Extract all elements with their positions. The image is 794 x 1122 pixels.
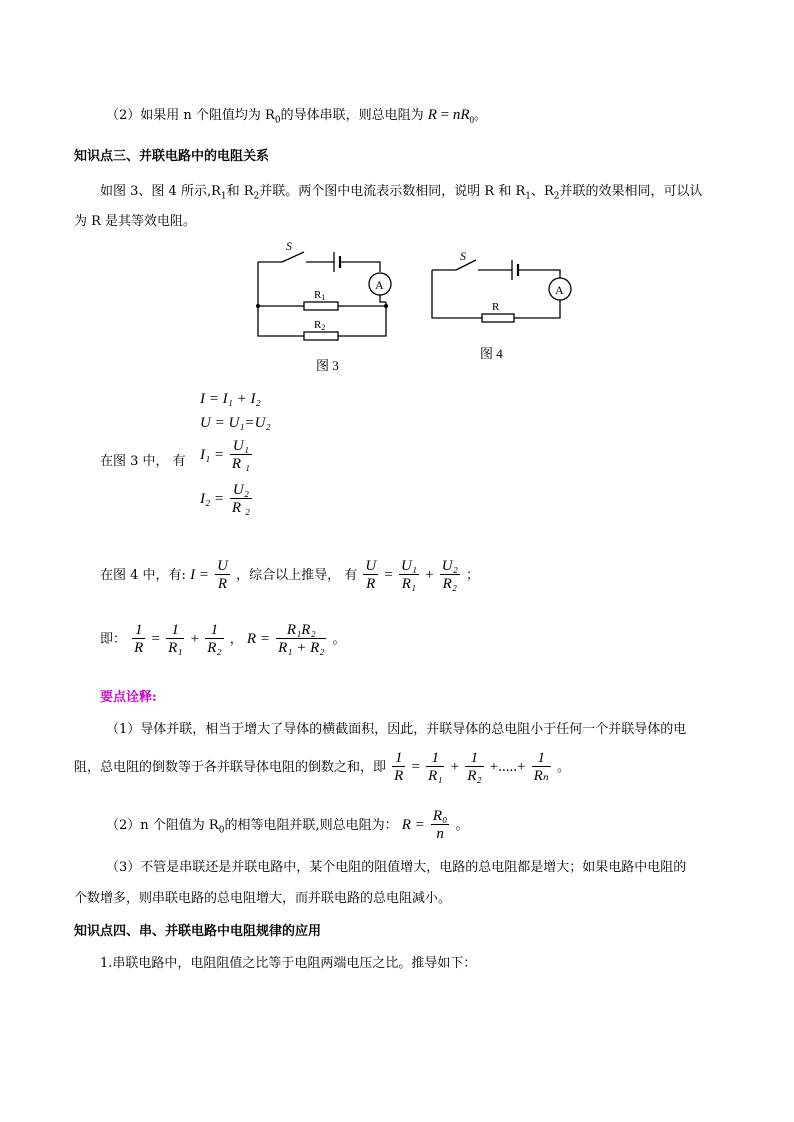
ammeter-label: A: [555, 283, 564, 297]
text: 如图 3、图 4 所示,R: [100, 184, 221, 199]
wire: [518, 270, 560, 278]
numerator: 1: [465, 750, 483, 767]
formula-part: +: [425, 567, 434, 583]
switch-label: S: [286, 239, 292, 253]
text: ，综合以上推导， 有: [236, 568, 358, 583]
text: 的相等电阻并联,则总电阻为：: [224, 818, 398, 833]
fraction: [392, 750, 405, 785]
text: 并联的效果相同，可以认: [559, 184, 703, 199]
subscript: 1: [525, 191, 531, 202]
resistor-r: [482, 314, 514, 322]
fraction: [532, 750, 551, 785]
text: 在图 4 中，有:: [100, 568, 186, 583]
r2-label: [314, 319, 325, 332]
subscript: 1: [220, 191, 227, 202]
note-3-line-2: 个数增多，则串联电路的总电阻增大，而并联电路的总电阻减小。: [74, 891, 452, 906]
fraction: [440, 558, 460, 593]
formula: [428, 107, 474, 123]
denominator: R ₁: [231, 456, 250, 472]
wire: [432, 270, 482, 318]
fraction: [215, 558, 230, 593]
numerator: U₁: [400, 558, 417, 574]
text: 。: [455, 818, 469, 833]
denominator: R: [134, 640, 144, 656]
equation-voltage-equal: U = U₁=U₂: [200, 415, 271, 431]
switch-blade: [282, 252, 304, 262]
section-heading-3: 知识点三、并联电路中的电阻关系: [74, 149, 270, 164]
subscript: 0: [274, 115, 281, 126]
text: ，: [229, 632, 243, 647]
series-n-resistors-line: [106, 104, 487, 126]
fraction: [465, 750, 483, 785]
formula-part: +.....+: [489, 759, 526, 775]
r1-label: [314, 289, 325, 302]
text: 即：: [100, 632, 127, 647]
denominator: R: [217, 576, 228, 592]
numerator: U₁: [230, 438, 252, 455]
fraction: [230, 438, 252, 473]
denominator: n: [436, 826, 444, 842]
fig4-derivation-line: [100, 558, 479, 593]
equation-i2: [200, 482, 254, 517]
formula-part: =: [151, 631, 160, 647]
fraction: [276, 622, 326, 657]
fraction: [166, 622, 184, 657]
label-sub: 2: [321, 323, 326, 332]
fraction: [363, 558, 378, 593]
wire: [514, 300, 560, 318]
note-2-line: [106, 808, 468, 843]
denominator: R₂: [467, 768, 482, 784]
formula-part: +: [190, 631, 200, 647]
text: （2）如果用 n 个阻值均为 R: [106, 108, 275, 123]
junction-dot: [256, 304, 260, 308]
formula-part: +: [450, 759, 460, 775]
note-1-line-1: （1）导体并联，相当于增大了导体的横截面积，因此，并联导体的总电阻小于任何一个并联导体的电: [106, 722, 687, 737]
formula-part: I₂ =: [200, 490, 225, 507]
subscript: 0: [469, 115, 475, 125]
junction-dot: [384, 304, 388, 308]
formula-part: =: [436, 107, 453, 123]
numerator: 1: [132, 622, 145, 639]
text: （2）n 个阻值为 R: [106, 818, 219, 833]
denominator: R₂: [442, 576, 457, 592]
equation-i1: [200, 438, 254, 473]
fraction: [205, 622, 223, 657]
subscript: 2: [253, 191, 260, 202]
text: 。: [332, 632, 346, 647]
subscript: 0: [218, 825, 225, 836]
fraction: [431, 808, 449, 843]
formula-part: I₁ =: [200, 446, 225, 463]
fig3-prefix: 在图 3 中， 有: [100, 454, 186, 469]
resistor-r2: [304, 332, 338, 340]
denominator: R₁: [401, 576, 417, 592]
switch-label: S: [460, 249, 466, 263]
text: 。: [556, 760, 570, 775]
resistor-r1: [304, 302, 338, 310]
item-1-text: 1.串联电路中，电阻阻值之比等于电阻两端电压之比。推导如下：: [100, 956, 477, 971]
text: 和 R: [226, 184, 254, 199]
key-point-title: 要点诠释:: [100, 690, 157, 705]
text: 并联。两个图中电流表示数相同，说明 R 和 R: [259, 184, 526, 199]
numerator: 1: [166, 622, 184, 639]
parallel-resistance-result: [100, 622, 346, 657]
numerator: U: [365, 558, 377, 574]
subscript: 2: [553, 191, 560, 202]
switch-blade: [456, 260, 476, 270]
wire: [380, 295, 386, 302]
denominator: R: [366, 576, 376, 592]
label-text: R: [314, 289, 322, 301]
label-sub: 1: [321, 293, 326, 302]
note-1-line-2: [74, 750, 570, 785]
text: 阻，总电阻的倒数等于各并联导体电阻的倒数之和，即: [74, 760, 387, 775]
figure-4-caption: 图 4: [480, 346, 503, 361]
ammeter-label: A: [375, 278, 384, 292]
numerator: 1: [532, 750, 551, 767]
formula-part: R =: [246, 631, 270, 647]
numerator: U: [217, 558, 228, 574]
figure-4-circuit: [420, 240, 580, 370]
numerator: 1: [392, 750, 405, 767]
figure-3-circuit: [246, 232, 406, 380]
denominator: R: [394, 768, 404, 784]
text: 的导体串联，则总电阻为: [280, 108, 424, 123]
formula-part: R: [427, 107, 437, 123]
note-3-line-1: （3）不管是串联还是并联电路中，某个电阻的阻值增大，电路的总电阻都是增大；如果电路中电阻的: [106, 860, 687, 875]
fraction: [399, 558, 419, 593]
fraction: [132, 622, 145, 657]
denominator: Rₙ: [533, 768, 549, 784]
r-label: R: [492, 301, 500, 313]
formula-part: =: [384, 567, 393, 583]
text: 。: [474, 108, 488, 123]
formula-part: I =: [190, 567, 209, 583]
label-text: R: [314, 319, 322, 331]
numerator: U₂: [441, 558, 458, 574]
equation-current-sum: I = I₁ + I₂: [200, 391, 261, 407]
wire: [340, 262, 380, 272]
denominator: R₁: [428, 768, 443, 784]
numerator: 1: [205, 622, 223, 639]
denominator: R₁ + R₂: [278, 640, 325, 656]
section-heading-4: 知识点四、串、并联电路中电阻规律的应用: [74, 924, 322, 939]
numerator: R₀: [432, 808, 448, 824]
text: ；: [465, 568, 479, 583]
formula-part: nR: [452, 107, 470, 123]
denominator: R ₂: [231, 500, 250, 516]
intro-line-1: [100, 180, 703, 202]
formula-part: =: [411, 759, 420, 775]
numerator: U₂: [230, 482, 252, 499]
denominator: R₁: [168, 640, 183, 656]
numerator: 1: [426, 750, 444, 767]
numerator: R₁R₂: [276, 622, 326, 639]
denominator: R₂: [207, 640, 222, 656]
text: 、R: [530, 184, 554, 199]
formula-part: R =: [401, 817, 425, 833]
fraction: [426, 750, 444, 785]
intro-line-2: 为 R 是其等效电阻。: [74, 214, 197, 229]
figure-3-caption: 图 3: [316, 358, 339, 373]
fraction: [230, 482, 252, 517]
